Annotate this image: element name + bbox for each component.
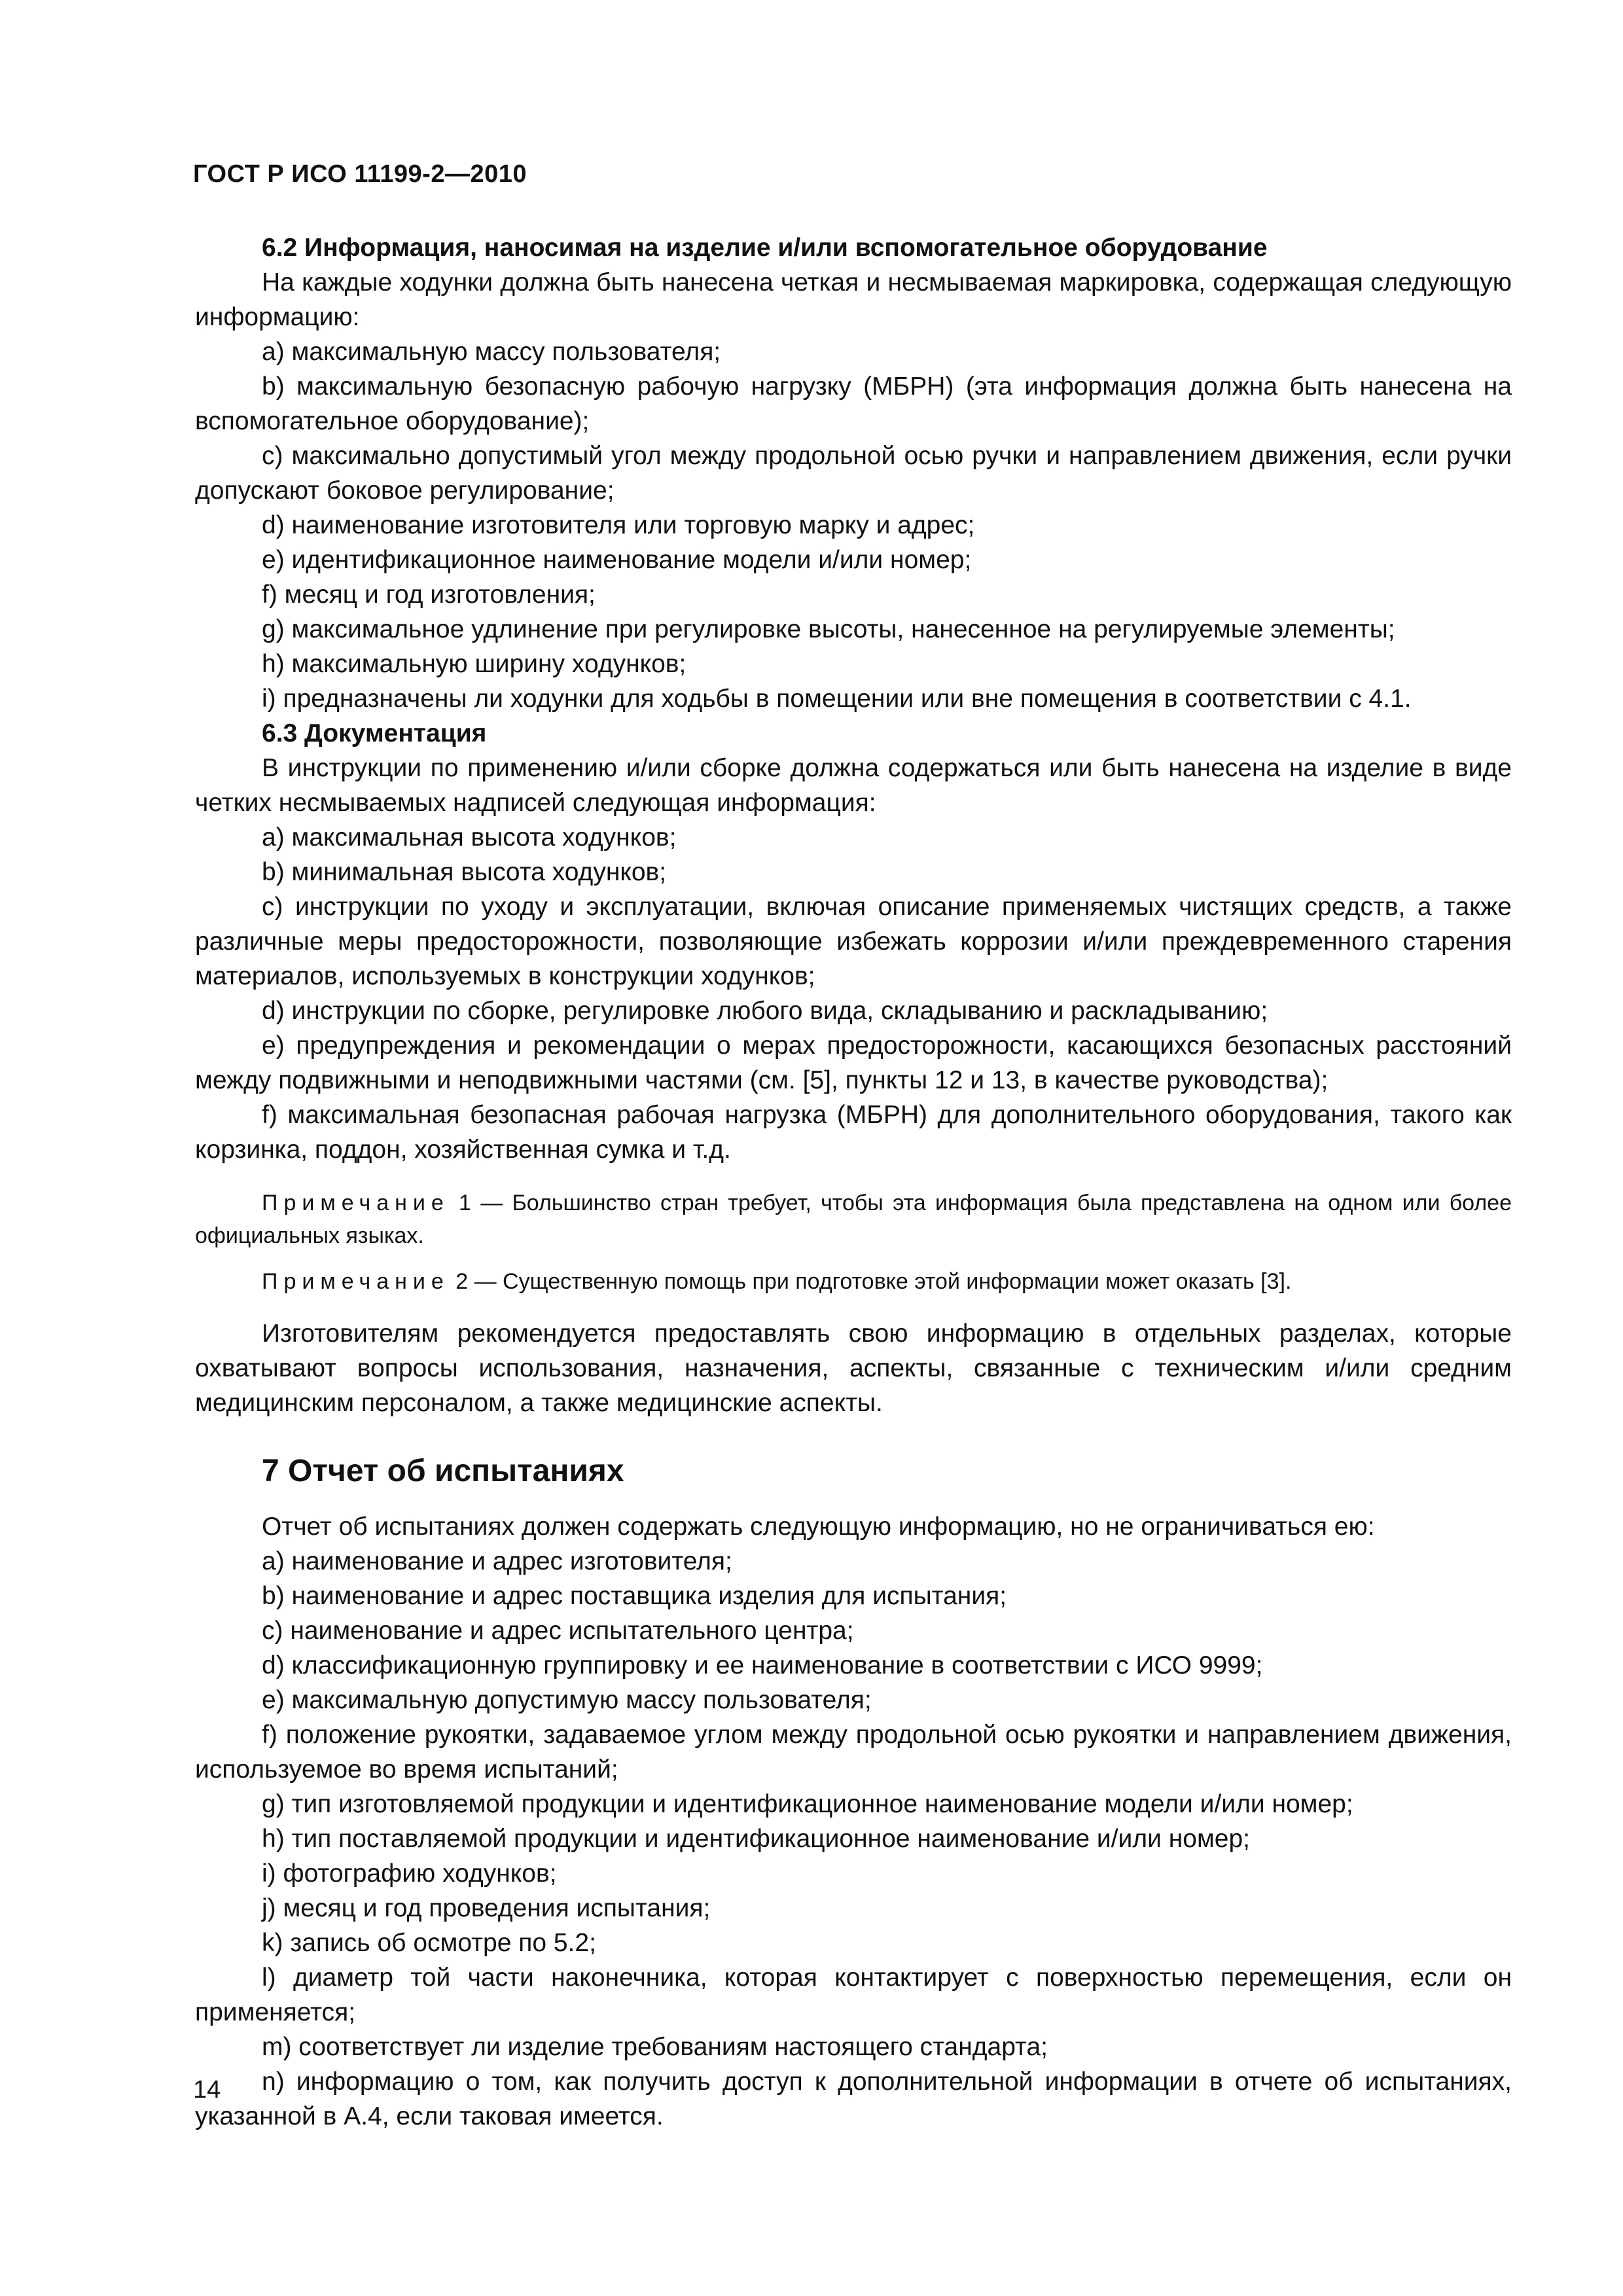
document-header: ГОСТ Р ИСО 11199-2—2010	[193, 160, 527, 188]
note-1-text: 1 — Большинство стран требует, чтобы эта информация была представлена на одном или более официальных языках.	[195, 1191, 1512, 1248]
list-item: b) минимальная высота ходунков;	[262, 858, 667, 886]
list-item: i) предназначены ли ходунки для ходьбы в помещении или вне помещения в соответствии с 4.1.	[262, 685, 1412, 713]
list-item: d) наименование изготовителя или торговую марку и адрес;	[262, 511, 975, 539]
list-item: h) тип поставляемой продукции и идентификационное наименование и/или номер;	[262, 1825, 1250, 1853]
list-item: c) наименование и адрес испытательного центра;	[262, 1617, 854, 1645]
list-item: m) соответствует ли изделие требованиям настоящего стандарта;	[262, 2033, 1048, 2061]
list-item: b) максимальную безопасную рабочую нагрузку (МБРН) (эта информация должна быть нанесена на вспомогательное оборудование);	[195, 372, 1512, 435]
list-item: e) предупреждения и рекомендации о мерах предосторожности, касающихся безопасных расстояний между подвижными и неподвижными частями (см. [5], пункты 12 и 13, в качестве руководства);	[195, 1031, 1512, 1094]
list-item: b) наименование и адрес поставщика изделия для испытания;	[262, 1582, 1007, 1610]
section-6-2-intro: На каждые ходунки должна быть нанесена четкая и несмываемая маркировка, содержащая следующую информацию:	[195, 268, 1512, 331]
section-6-3-title: 6.3 Документация	[262, 719, 487, 747]
list-item: a) максимальную массу пользователя;	[262, 338, 721, 366]
list-item: a) максимальная высота ходунков;	[262, 823, 677, 852]
list-item: j) месяц и год проведения испытания;	[262, 1894, 711, 1922]
section-7-title: 7 Отчет об испытаниях	[262, 1454, 624, 1488]
list-item: f) положение рукоятки, задаваемое углом между продольной осью рукоятки и направлением движения, используемое во время испытаний;	[195, 1721, 1512, 1784]
list-item: i) фотографию ходунков;	[262, 1859, 557, 1888]
list-item: a) наименование и адрес изготовителя;	[262, 1547, 732, 1575]
list-item: g) тип изготовляемой продукции и идентификационное наименование модели и/или номер;	[262, 1790, 1353, 1818]
section-6-2-title: 6.2 Информация, наносимая на изделие и/или вспомогательное оборудование	[262, 234, 1268, 262]
list-item: c) инструкции по уходу и эксплуатации, включая описание применяемых чистящих средств, а также различные меры предосторожности, позволяющие избежать коррозии и/или преждевременного старения материалов, используемых в конструкции ходунков;	[195, 893, 1512, 990]
section-6-3-closing: Изготовителям рекомендуется предоставлять свою информацию в отдельных разделах, которые охватывают вопросы использования, назначения, аспекты, связанные с техническим и/или средним медицинским персоналом, а также медицинские аспекты.	[195, 1319, 1512, 1417]
list-item: g) максимальное удлинение при регулировке высоты, нанесенное на регулируемые элементы;	[262, 615, 1395, 643]
section-6-3-intro: В инструкции по применению и/или сборке должна содержаться или быть нанесена на изделие в виде четких несмываемых надписей следующая информация:	[195, 754, 1512, 817]
note-1	[195, 1187, 1512, 1252]
list-item: n) информацию о том, как получить доступ к дополнительной информации в отчете об испытаниях, указанной в А.4, если таковая имеется.	[195, 2068, 1512, 2130]
page-number: 14	[193, 2076, 221, 2104]
list-item: f) месяц и год изготовления;	[262, 581, 596, 609]
note-2-text: 2 — Существенную помощь при подготовке этой информации может оказать [3].	[449, 1269, 1292, 1294]
list-item: l) диаметр той части наконечника, которая контактирует с поверхностью перемещения, если он применяется;	[195, 1964, 1512, 2026]
document-body	[195, 230, 1512, 2134]
list-item: e) максимальную допустимую массу пользователя;	[262, 1686, 872, 1714]
list-item: h) максимальную ширину ходунков;	[262, 650, 687, 678]
list-item: c) максимально допустимый угол между продольной осью ручки и направлением движения, если ручки допускают боковое регулирование;	[195, 442, 1512, 505]
note-1-label: Примечание	[262, 1191, 450, 1215]
list-item: k) запись об осмотре по 5.2;	[262, 1929, 596, 1957]
list-item: d) классификационную группировку и ее наименование в соответствии с ИСО 9999;	[262, 1651, 1263, 1679]
note-2-label: Примечание	[262, 1269, 450, 1294]
note-2	[195, 1265, 1512, 1298]
list-item: f) максимальная безопасная рабочая нагрузка (МБРН) для дополнительного оборудования, такого как корзинка, поддон, хозяйственная сумка и т.д.	[195, 1101, 1512, 1164]
list-item: d) инструкции по сборке, регулировке любого вида, складыванию и раскладыванию;	[262, 997, 1268, 1025]
section-7-intro: Отчет об испытаниях должен содержать следующую информацию, но не ограничиваться ею:	[262, 1513, 1375, 1541]
list-item: e) идентификационное наименование модели и/или номер;	[262, 546, 972, 574]
